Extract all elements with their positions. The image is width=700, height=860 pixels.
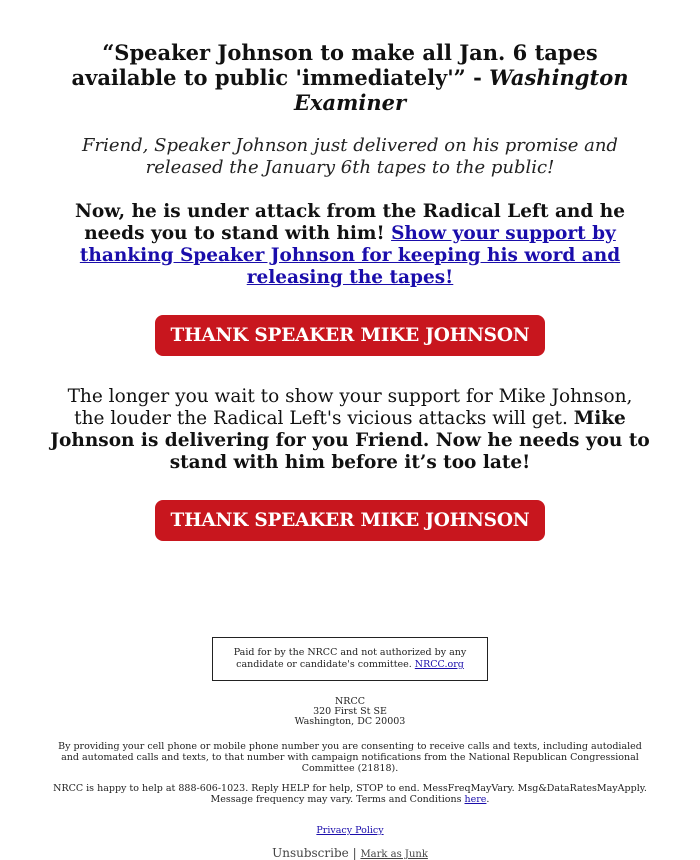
privacy-row	[50, 825, 650, 836]
headline	[50, 40, 650, 115]
headline-source: Washington Examiner	[293, 65, 629, 115]
separator: |	[348, 846, 361, 860]
unsubscribe-row	[50, 846, 650, 860]
headline-quote: “Speaker Johnson to make all Jan. 6 tapes available to public 'immediately'” -	[71, 40, 598, 90]
terms-link[interactable]: here	[464, 794, 487, 805]
thank-speaker-button-2[interactable]: THANK SPEAKER MIKE JOHNSON	[155, 500, 545, 541]
cta-wrap	[50, 315, 650, 356]
address-city: Washington, DC 20003	[294, 716, 406, 727]
intro-text: Friend, Speaker Johnson just delivered on his promise and released the January 6th tapes to the public!	[82, 135, 618, 178]
show-support-link[interactable]: Show your support by thanking Speaker Johnson for keeping his word and releasing the tapes!	[79, 223, 621, 288]
help-text-end: .	[486, 794, 490, 805]
paid-for-disclaimer	[212, 637, 488, 681]
mark-as-junk-link[interactable]: Mark as Junk	[360, 849, 428, 860]
body-paragraph	[50, 386, 650, 474]
cta-wrap-2	[50, 500, 650, 541]
call-to-support	[50, 201, 650, 289]
call-to-support-text: Now, he is under attack from the Radical Left and he needs you to stand with him!	[75, 201, 625, 244]
sms-consent-text: By providing your cell phone or mobile phone number you are consenting to receive calls and texts, including autodialed and automated calls and texts, to that number with campaign notifications from the National Republican Congressional Committee (21818).	[58, 741, 642, 774]
address-street: 320 First St SE	[313, 706, 387, 717]
privacy-policy-link[interactable]: Privacy Policy	[316, 825, 384, 836]
body-bold: Mike Johnson is delivering for you Friend. Now he needs you to stand with him before it’s too late!	[50, 408, 650, 473]
thank-speaker-button[interactable]: THANK SPEAKER MIKE JOHNSON	[155, 315, 545, 356]
help-text-body: NRCC is happy to help at 888-606-1023. Reply HELP for help, STOP to end. MessFreqMayVary. Msg&DataRatesMayApply. Message frequency may vary. Terms and Conditions	[53, 783, 647, 805]
address-org: NRCC	[334, 696, 365, 707]
help-text	[50, 783, 650, 805]
unsubscribe-link[interactable]: Unsubscribe	[272, 846, 349, 860]
nrcc-org-link[interactable]: NRCC.org	[414, 659, 464, 670]
disclaimer-text: Paid for by the NRCC and not authorized by any candidate or candidate's committee.	[233, 647, 467, 670]
mailing-address	[50, 697, 650, 727]
email-body	[50, 0, 650, 860]
body-plain: The longer you wait to show your support for Mike Johnson, the louder the Radical Left's vicious attacks will get.	[67, 386, 633, 429]
